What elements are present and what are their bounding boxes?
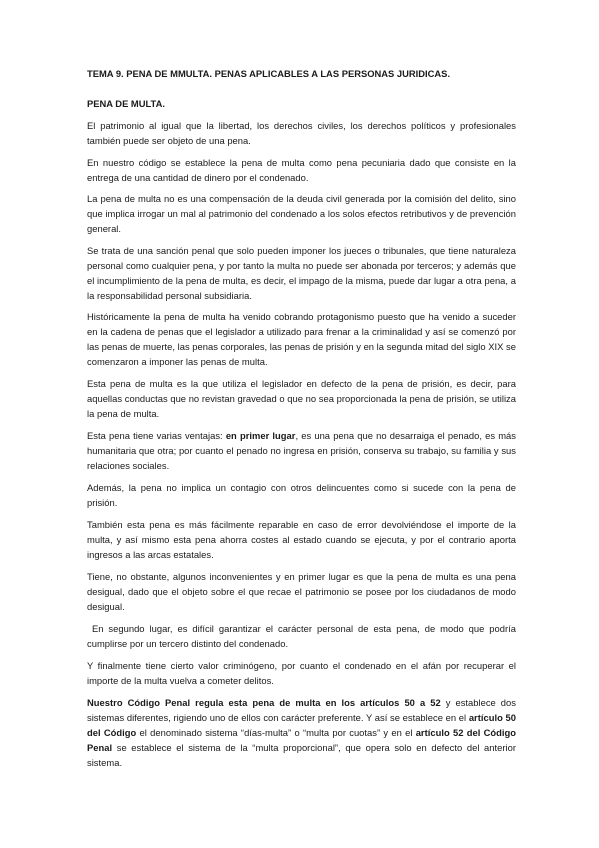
paragraph-9: También esta pena es más fácilmente reparable en caso de error devolviéndose el importe de la multa, y así mismo esta pena ahorra costes al estado cuando se ejecuta, y por el contrario aporta ingresos a las arcas estatales.: [87, 519, 516, 560]
paragraph-11: En segundo lugar, es difícil garantizar el carácter personal de esta pena, de modo que podría cumplirse por un tercero distinto del condenado.: [87, 623, 519, 649]
paragraph-5: Históricamente la pena de multa ha venido cobrando protagonismo puesto que ha venido a suceder en la cadena de penas que el legislador a utilizado para frenar a la criminalidad y así se comenzó por las penas de muerte, las penas corporales, las penas de prisión y en la segunda mitad del siglo XIX se comenzaron a imponer las penas de multa.: [87, 311, 516, 367]
paragraph-8: Además, la pena no implica un contagio con otros delincuentes como si sucede con la pena de prisión.: [87, 482, 516, 508]
paragraph-1: El patrimonio al igual que la libertad, los derechos civiles, los derechos políticos y profesionales también puede ser objeto de una pena.: [87, 120, 516, 146]
paragraph-13-text-2: el denominado sistema “días-multa” o “multa por cuotas” y en el: [136, 727, 416, 738]
paragraph-13-bold-1: Nuestro Código Penal regula esta pena de multa en los artículos 50 a 52: [87, 697, 441, 708]
paragraph-4: Se trata de una sanción penal que solo pueden imponer los jueces o tribunales, que tiene naturaleza personal como cualquier pena, y por tanto la multa no puede ser abonada por terceros; y además que el incumplimiento de la pena de multa, es decir, el impago de la misma, puede dar lugar a otra pena, a la responsabilidad personal subsidiaria.: [87, 245, 516, 301]
section-heading: PENA DE MULTA.: [87, 98, 165, 109]
paragraph-7-intro: Esta pena tiene varias ventajas:: [87, 430, 226, 441]
paragraph-7: [87, 428, 516, 473]
paragraph-13-bold-3: artículo 52 del Código Penal: [87, 727, 516, 753]
paragraph-13-text-3: se establece el sistema de la “multa proporcional”, que opera solo en defecto del anterior sistema.: [87, 742, 516, 768]
paragraph-2: En nuestro código se establece la pena de multa como pena pecuniaria dado que consiste en la entrega de una cantidad de dinero por el condenado.: [87, 157, 516, 183]
paragraph-7-rest: , es una pena que no desarraiga el penado, es más humanitaria que otra; por cuanto el penado no ingresa en prisión, conserva su trabajo, su familia y sus relaciones sociales.: [87, 430, 516, 471]
paragraph-13: [87, 695, 516, 770]
paragraph-13-text-1: y establece dos sistemas diferentes, rigiendo uno de ellos con carácter preferente. Y así se establece en el: [87, 697, 516, 723]
paragraph-13-bold-2: artículo 50 del Código: [87, 712, 516, 738]
paragraph-3: La pena de multa no es una compensación de la deuda civil generada por la comisión del delito, sino que implica irrogar un mal al patrimonio del condenado a los solos efectos retributivos y de prevención general.: [87, 193, 516, 234]
paragraph-12: Y finalmente tiene cierto valor criminógeno, por cuanto el condenado en el afán por recuperar el importe de la multa vuelva a cometer delitos.: [87, 660, 516, 686]
paragraph-6: Esta pena de multa es la que utiliza el legislador en defecto de la pena de prisión, es decir, para aquellas conductas que no revistan gravedad o que no sea proporcionada la pena de prisión, se utiliza la pena de multa.: [87, 378, 516, 419]
paragraph-7-bold: en primer lugar: [225, 430, 296, 441]
paragraph-10: Tiene, no obstante, algunos inconvenientes y en primer lugar es que la pena de multa es una pena desigual, dado que el objeto sobre el que recae el patrimonio se posee por los ciudadanos de modo desigual.: [87, 571, 516, 612]
document-title: TEMA 9. PENA DE MMULTA. PENAS APLICABLES A LAS PERSONAS JURIDICAS.: [87, 68, 451, 79]
